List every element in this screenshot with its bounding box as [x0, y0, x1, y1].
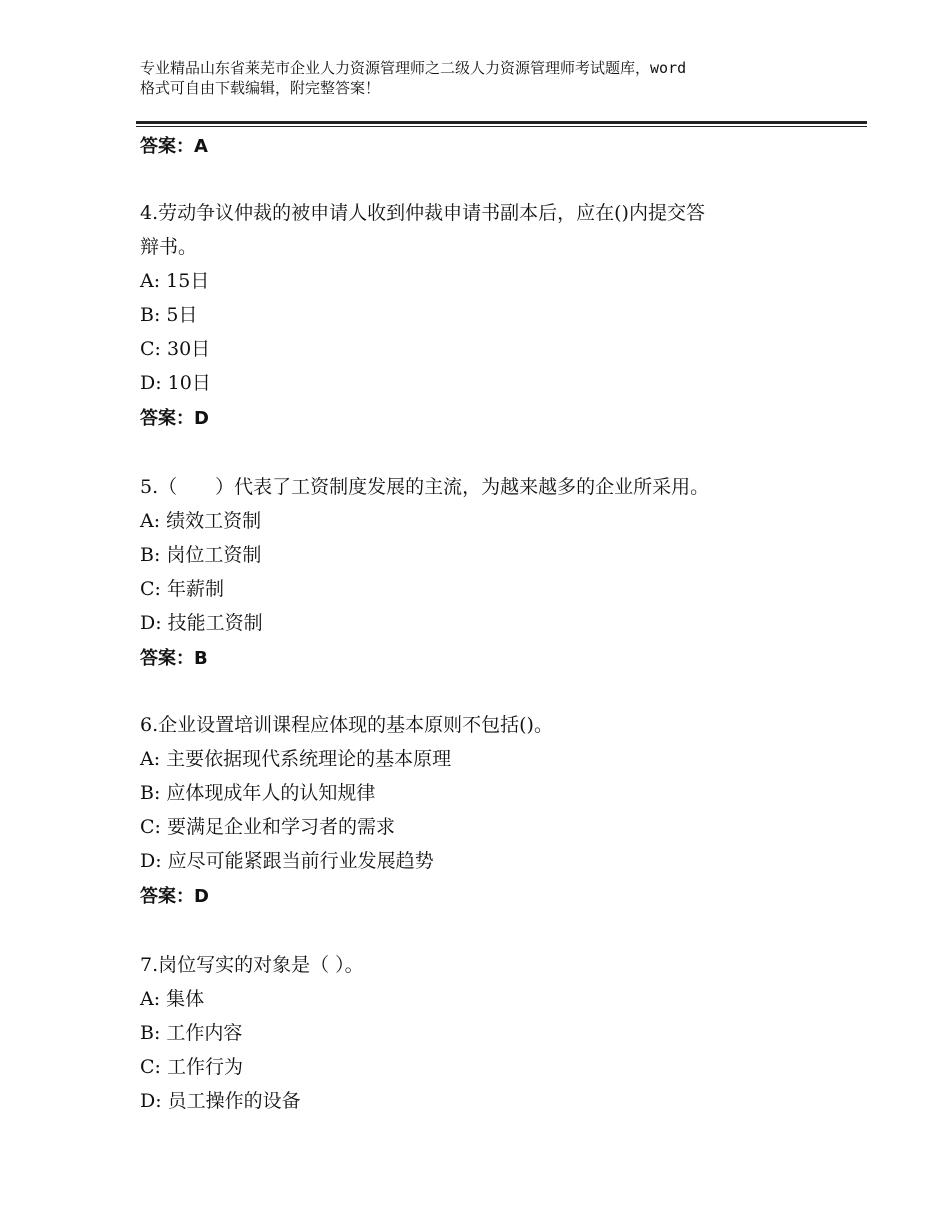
- previous-answer: 答案：A: [140, 136, 208, 157]
- question-7-stem: 7.岗位写实的对象是（ ）。: [140, 954, 364, 976]
- question-6-option-b: B: 应体现成年人的认知规律: [140, 782, 376, 804]
- question-4-option-d: D: 10日: [140, 372, 211, 394]
- question-4-option-a: A: 15日: [140, 270, 210, 292]
- header-divider-thin: [136, 126, 867, 127]
- header-divider-thick: [136, 121, 867, 124]
- question-5-stem: 5.（ ）代表了工资制度发展的主流，为越来越多的企业所采用。: [140, 476, 710, 498]
- question-5-option-b: B: 岗位工资制: [140, 544, 262, 566]
- question-5-answer: 答案：B: [140, 648, 208, 669]
- question-6-option-c: C: 要满足企业和学习者的需求: [140, 816, 395, 838]
- question-5-option-d: D: 技能工资制: [140, 612, 263, 634]
- header-line-2: 格式可自由下载编辑，附完整答案！: [140, 79, 381, 97]
- question-4-option-b: B: 5日: [140, 304, 198, 326]
- question-4-option-c: C: 30日: [140, 338, 211, 360]
- header-line-1: 专业精品山东省莱芜市企业人力资源管理师之二级人力资源管理师考试题库，word: [140, 59, 687, 77]
- question-6-option-d: D: 应尽可能紧跟当前行业发展趋势: [140, 850, 434, 872]
- question-6-stem: 6.企业设置培训课程应体现的基本原则不包括()。: [140, 714, 553, 736]
- question-4-stem-cont: 辩书。: [140, 236, 198, 258]
- question-7-option-a: A: 集体: [140, 988, 205, 1010]
- question-5-option-c: C: 年薪制: [140, 578, 224, 600]
- question-4-stem: 4.劳动争议仲裁的被申请人收到仲裁申请书副本后，应在()内提交答: [140, 202, 705, 224]
- question-6-answer: 答案：D: [140, 886, 209, 907]
- document-header: [140, 58, 840, 98]
- question-4-answer: 答案：D: [140, 408, 209, 429]
- question-7-option-c: C: 工作行为: [140, 1056, 243, 1078]
- question-5-option-a: A: 绩效工资制: [140, 510, 262, 532]
- question-7-option-d: D: 员工操作的设备: [140, 1090, 301, 1112]
- question-7-option-b: B: 工作内容: [140, 1022, 243, 1044]
- question-6-option-a: A: 主要依据现代系统理论的基本原理: [140, 748, 452, 770]
